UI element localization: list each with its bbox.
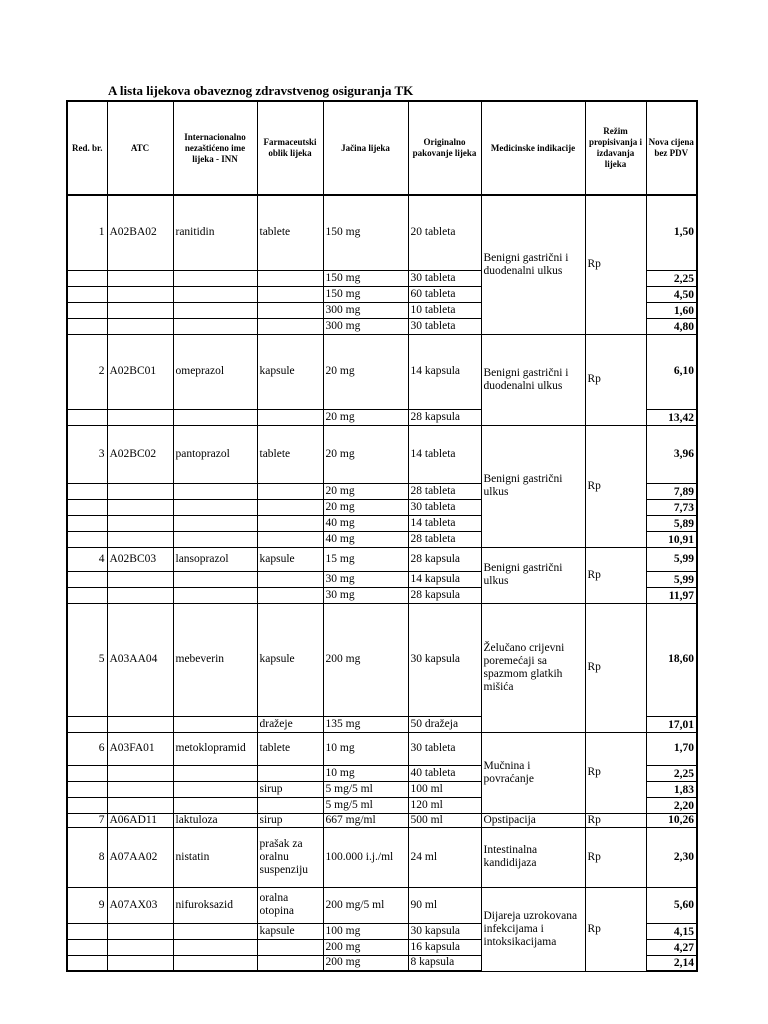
strength: 15 mg (323, 547, 408, 571)
atc-code (107, 286, 173, 302)
prescription-regime: Rp (585, 547, 646, 603)
prescription-regime: Rp (585, 887, 646, 971)
row-number (67, 765, 107, 781)
package: 20 tableta (408, 195, 481, 270)
atc-code: A03AA04 (107, 603, 173, 716)
col-header-oblik: Farmaceutski oblik lijeka (257, 101, 323, 195)
pharma-form: kapsule (257, 923, 323, 939)
pharma-form: tablete (257, 732, 323, 765)
inn-name (173, 781, 257, 797)
header-row (67, 101, 697, 195)
medical-indication: Benigni gastrični i duodenalni ulkus (481, 334, 585, 425)
table-row (67, 547, 697, 571)
table-row (67, 732, 697, 765)
strength: 20 mg (323, 334, 408, 409)
row-number: 4 (67, 547, 107, 571)
atc-code (107, 765, 173, 781)
row-number (67, 531, 107, 547)
price-cell: 1,70 (646, 732, 697, 765)
pharma-form (257, 270, 323, 286)
inn-name (173, 286, 257, 302)
strength: 10 mg (323, 732, 408, 765)
atc-code: A06AD11 (107, 813, 173, 827)
inn-name: pantoprazol (173, 425, 257, 483)
inn-name: nifuroksazid (173, 887, 257, 923)
inn-name (173, 409, 257, 425)
package: 50 dražeja (408, 716, 481, 732)
strength: 10 mg (323, 765, 408, 781)
price-cell: 4,15 (646, 923, 697, 939)
price-cell: 6,10 (646, 334, 697, 409)
package: 100 ml (408, 781, 481, 797)
package: 14 kapsula (408, 334, 481, 409)
price-cell: 2,20 (646, 797, 697, 813)
price-cell: 2,25 (646, 270, 697, 286)
strength: 300 mg (323, 318, 408, 334)
atc-code (107, 318, 173, 334)
price-cell: 7,89 (646, 483, 697, 499)
table-row (67, 603, 697, 716)
row-number (67, 781, 107, 797)
inn-name: omeprazol (173, 334, 257, 409)
atc-code: A07AA02 (107, 827, 173, 887)
inn-name: ranitidin (173, 195, 257, 270)
package: 500 ml (408, 813, 481, 827)
inn-name (173, 302, 257, 318)
row-number: 8 (67, 827, 107, 887)
table-row (67, 813, 697, 827)
pharma-form (257, 515, 323, 531)
atc-code (107, 409, 173, 425)
inn-name: lansoprazol (173, 547, 257, 571)
strength: 5 mg/5 ml (323, 797, 408, 813)
medical-indication: Dijareja uzrokovana infekcijama i intoksikacijama (481, 887, 585, 971)
strength: 150 mg (323, 286, 408, 302)
inn-name (173, 797, 257, 813)
strength: 30 mg (323, 587, 408, 603)
strength: 200 mg (323, 939, 408, 955)
table-row (67, 334, 697, 409)
pharma-form: sirup (257, 781, 323, 797)
row-number: 9 (67, 887, 107, 923)
price-cell: 11,97 (646, 587, 697, 603)
package: 28 tableta (408, 531, 481, 547)
price-cell: 18,60 (646, 603, 697, 716)
package: 14 tableta (408, 425, 481, 483)
package: 28 kapsula (408, 547, 481, 571)
pharma-form: oralna otopina (257, 887, 323, 923)
row-number (67, 939, 107, 955)
strength: 200 mg (323, 955, 408, 971)
package: 30 tableta (408, 499, 481, 515)
atc-code: A02BA02 (107, 195, 173, 270)
medical-indication: Benigni gastrični ulkus (481, 547, 585, 603)
package: 14 tableta (408, 515, 481, 531)
pharma-form (257, 939, 323, 955)
pharma-form: kapsule (257, 603, 323, 716)
inn-name: nistatin (173, 827, 257, 887)
table-row (67, 827, 697, 887)
atc-code (107, 797, 173, 813)
col-header-pakovanje: Originalno pakovanje lijeka (408, 101, 481, 195)
package: 28 tableta (408, 483, 481, 499)
row-number: 3 (67, 425, 107, 483)
pharma-form: sirup (257, 813, 323, 827)
prescription-regime: Rp (585, 195, 646, 334)
price-cell: 10,26 (646, 813, 697, 827)
pharma-form: prašak za oralnu suspenziju (257, 827, 323, 887)
package: 24 ml (408, 827, 481, 887)
atc-code: A03FA01 (107, 732, 173, 765)
prescription-regime: Rp (585, 334, 646, 425)
strength: 100 mg (323, 923, 408, 939)
strength: 200 mg (323, 603, 408, 716)
row-number: 6 (67, 732, 107, 765)
atc-code (107, 571, 173, 587)
package: 120 ml (408, 797, 481, 813)
inn-name (173, 515, 257, 531)
drug-list-table (66, 100, 698, 972)
atc-code (107, 302, 173, 318)
price-cell: 17,01 (646, 716, 697, 732)
atc-code (107, 587, 173, 603)
package: 28 kapsula (408, 409, 481, 425)
row-number (67, 716, 107, 732)
strength: 20 mg (323, 499, 408, 515)
atc-code: A02BC03 (107, 547, 173, 571)
atc-code: A02BC02 (107, 425, 173, 483)
strength: 135 mg (323, 716, 408, 732)
atc-code (107, 515, 173, 531)
price-cell: 2,30 (646, 827, 697, 887)
package: 40 tableta (408, 765, 481, 781)
document-title: A lista lijekova obaveznog zdravstvenog osiguranja TK (108, 83, 414, 98)
package: 8 kapsula (408, 955, 481, 971)
package: 60 tableta (408, 286, 481, 302)
col-header-indikacije: Medicinske indikacije (481, 101, 585, 195)
inn-name: metoklopramid (173, 732, 257, 765)
atc-code (107, 939, 173, 955)
row-number (67, 318, 107, 334)
strength: 5 mg/5 ml (323, 781, 408, 797)
price-cell: 2,25 (646, 765, 697, 781)
strength: 150 mg (323, 195, 408, 270)
inn-name (173, 531, 257, 547)
strength: 20 mg (323, 409, 408, 425)
medical-indication: Želučano crijevni poremećaji sa spazmom glatkih mišića (481, 603, 585, 732)
table-row (67, 887, 697, 923)
inn-name (173, 716, 257, 732)
pharma-form (257, 797, 323, 813)
pharma-form (257, 587, 323, 603)
pharma-form: tablete (257, 425, 323, 483)
row-number (67, 923, 107, 939)
package: 30 kapsula (408, 603, 481, 716)
inn-name (173, 923, 257, 939)
medical-indication: Benigni gastrični ulkus (481, 425, 585, 547)
col-header-cijena: Nova cijena bez PDV (646, 101, 697, 195)
price-cell: 5,89 (646, 515, 697, 531)
inn-name (173, 483, 257, 499)
col-header-rezim: Režim propisivanja i izdavanja lijeka (585, 101, 646, 195)
pharma-form (257, 318, 323, 334)
strength: 40 mg (323, 515, 408, 531)
pharma-form (257, 286, 323, 302)
col-header-jacina: Jačina lijeka (323, 101, 408, 195)
prescription-regime: Rp (585, 732, 646, 813)
package: 30 tableta (408, 318, 481, 334)
pharma-form (257, 765, 323, 781)
prescription-regime: Rp (585, 813, 646, 827)
pharma-form: kapsule (257, 547, 323, 571)
strength: 40 mg (323, 531, 408, 547)
row-number: 7 (67, 813, 107, 827)
inn-name (173, 939, 257, 955)
col-header-red-br: Red. br. (67, 101, 107, 195)
atc-code (107, 483, 173, 499)
package: 10 tableta (408, 302, 481, 318)
strength: 300 mg (323, 302, 408, 318)
inn-name (173, 270, 257, 286)
inn-name (173, 955, 257, 971)
inn-name (173, 571, 257, 587)
atc-code (107, 531, 173, 547)
row-number: 1 (67, 195, 107, 270)
prescription-regime: Rp (585, 425, 646, 547)
price-cell: 13,42 (646, 409, 697, 425)
pharma-form (257, 302, 323, 318)
strength: 100.000 i.j./ml (323, 827, 408, 887)
atc-code (107, 955, 173, 971)
row-number (67, 955, 107, 971)
strength: 20 mg (323, 483, 408, 499)
strength: 150 mg (323, 270, 408, 286)
row-number: 2 (67, 334, 107, 409)
atc-code (107, 923, 173, 939)
row-number (67, 515, 107, 531)
pharma-form (257, 955, 323, 971)
medical-indication: Mučnina i povraćanje (481, 732, 585, 813)
atc-code (107, 270, 173, 286)
atc-code (107, 716, 173, 732)
pharma-form (257, 483, 323, 499)
row-number (67, 571, 107, 587)
row-number (67, 499, 107, 515)
pharma-form (257, 409, 323, 425)
price-cell: 4,50 (646, 286, 697, 302)
atc-code (107, 781, 173, 797)
pharma-form (257, 571, 323, 587)
price-cell: 4,80 (646, 318, 697, 334)
medical-indication: Opstipacija (481, 813, 585, 827)
inn-name (173, 499, 257, 515)
inn-name (173, 318, 257, 334)
strength: 200 mg/5 ml (323, 887, 408, 923)
inn-name: mebeverin (173, 603, 257, 716)
price-cell: 10,91 (646, 531, 697, 547)
row-number (67, 797, 107, 813)
row-number (67, 270, 107, 286)
pharma-form: kapsule (257, 334, 323, 409)
atc-code: A07AX03 (107, 887, 173, 923)
package: 14 kapsula (408, 571, 481, 587)
row-number (67, 302, 107, 318)
prescription-regime: Rp (585, 603, 646, 732)
row-number (67, 409, 107, 425)
strength: 20 mg (323, 425, 408, 483)
package: 30 tableta (408, 732, 481, 765)
pharma-form: dražeje (257, 716, 323, 732)
price-cell: 2,14 (646, 955, 697, 971)
col-header-atc: ATC (107, 101, 173, 195)
row-number: 5 (67, 603, 107, 716)
package: 28 kapsula (408, 587, 481, 603)
row-number (67, 286, 107, 302)
medical-indication: Benigni gastrični i duodenalni ulkus (481, 195, 585, 334)
row-number (67, 587, 107, 603)
inn-name: laktuloza (173, 813, 257, 827)
price-cell: 5,99 (646, 571, 697, 587)
prescription-regime: Rp (585, 827, 646, 887)
price-cell: 5,99 (646, 547, 697, 571)
strength: 30 mg (323, 571, 408, 587)
price-cell: 1,60 (646, 302, 697, 318)
medical-indication: Intestinalna kandidijaza (481, 827, 585, 887)
table-row (67, 425, 697, 483)
pharma-form (257, 531, 323, 547)
price-cell: 7,73 (646, 499, 697, 515)
price-cell: 3,96 (646, 425, 697, 483)
package: 16 kapsula (408, 939, 481, 955)
col-header-inn: Internacionalno nezaštićeno ime lijeka - INN (173, 101, 257, 195)
package: 30 tableta (408, 270, 481, 286)
price-cell: 5,60 (646, 887, 697, 923)
package: 30 kapsula (408, 923, 481, 939)
package: 90 ml (408, 887, 481, 923)
atc-code: A02BC01 (107, 334, 173, 409)
pharma-form (257, 499, 323, 515)
table-body (67, 195, 697, 971)
inn-name (173, 587, 257, 603)
price-cell: 1,83 (646, 781, 697, 797)
strength: 667 mg/ml (323, 813, 408, 827)
table-row (67, 195, 697, 270)
price-cell: 1,50 (646, 195, 697, 270)
atc-code (107, 499, 173, 515)
inn-name (173, 765, 257, 781)
price-cell: 4,27 (646, 939, 697, 955)
pharma-form: tablete (257, 195, 323, 270)
row-number (67, 483, 107, 499)
